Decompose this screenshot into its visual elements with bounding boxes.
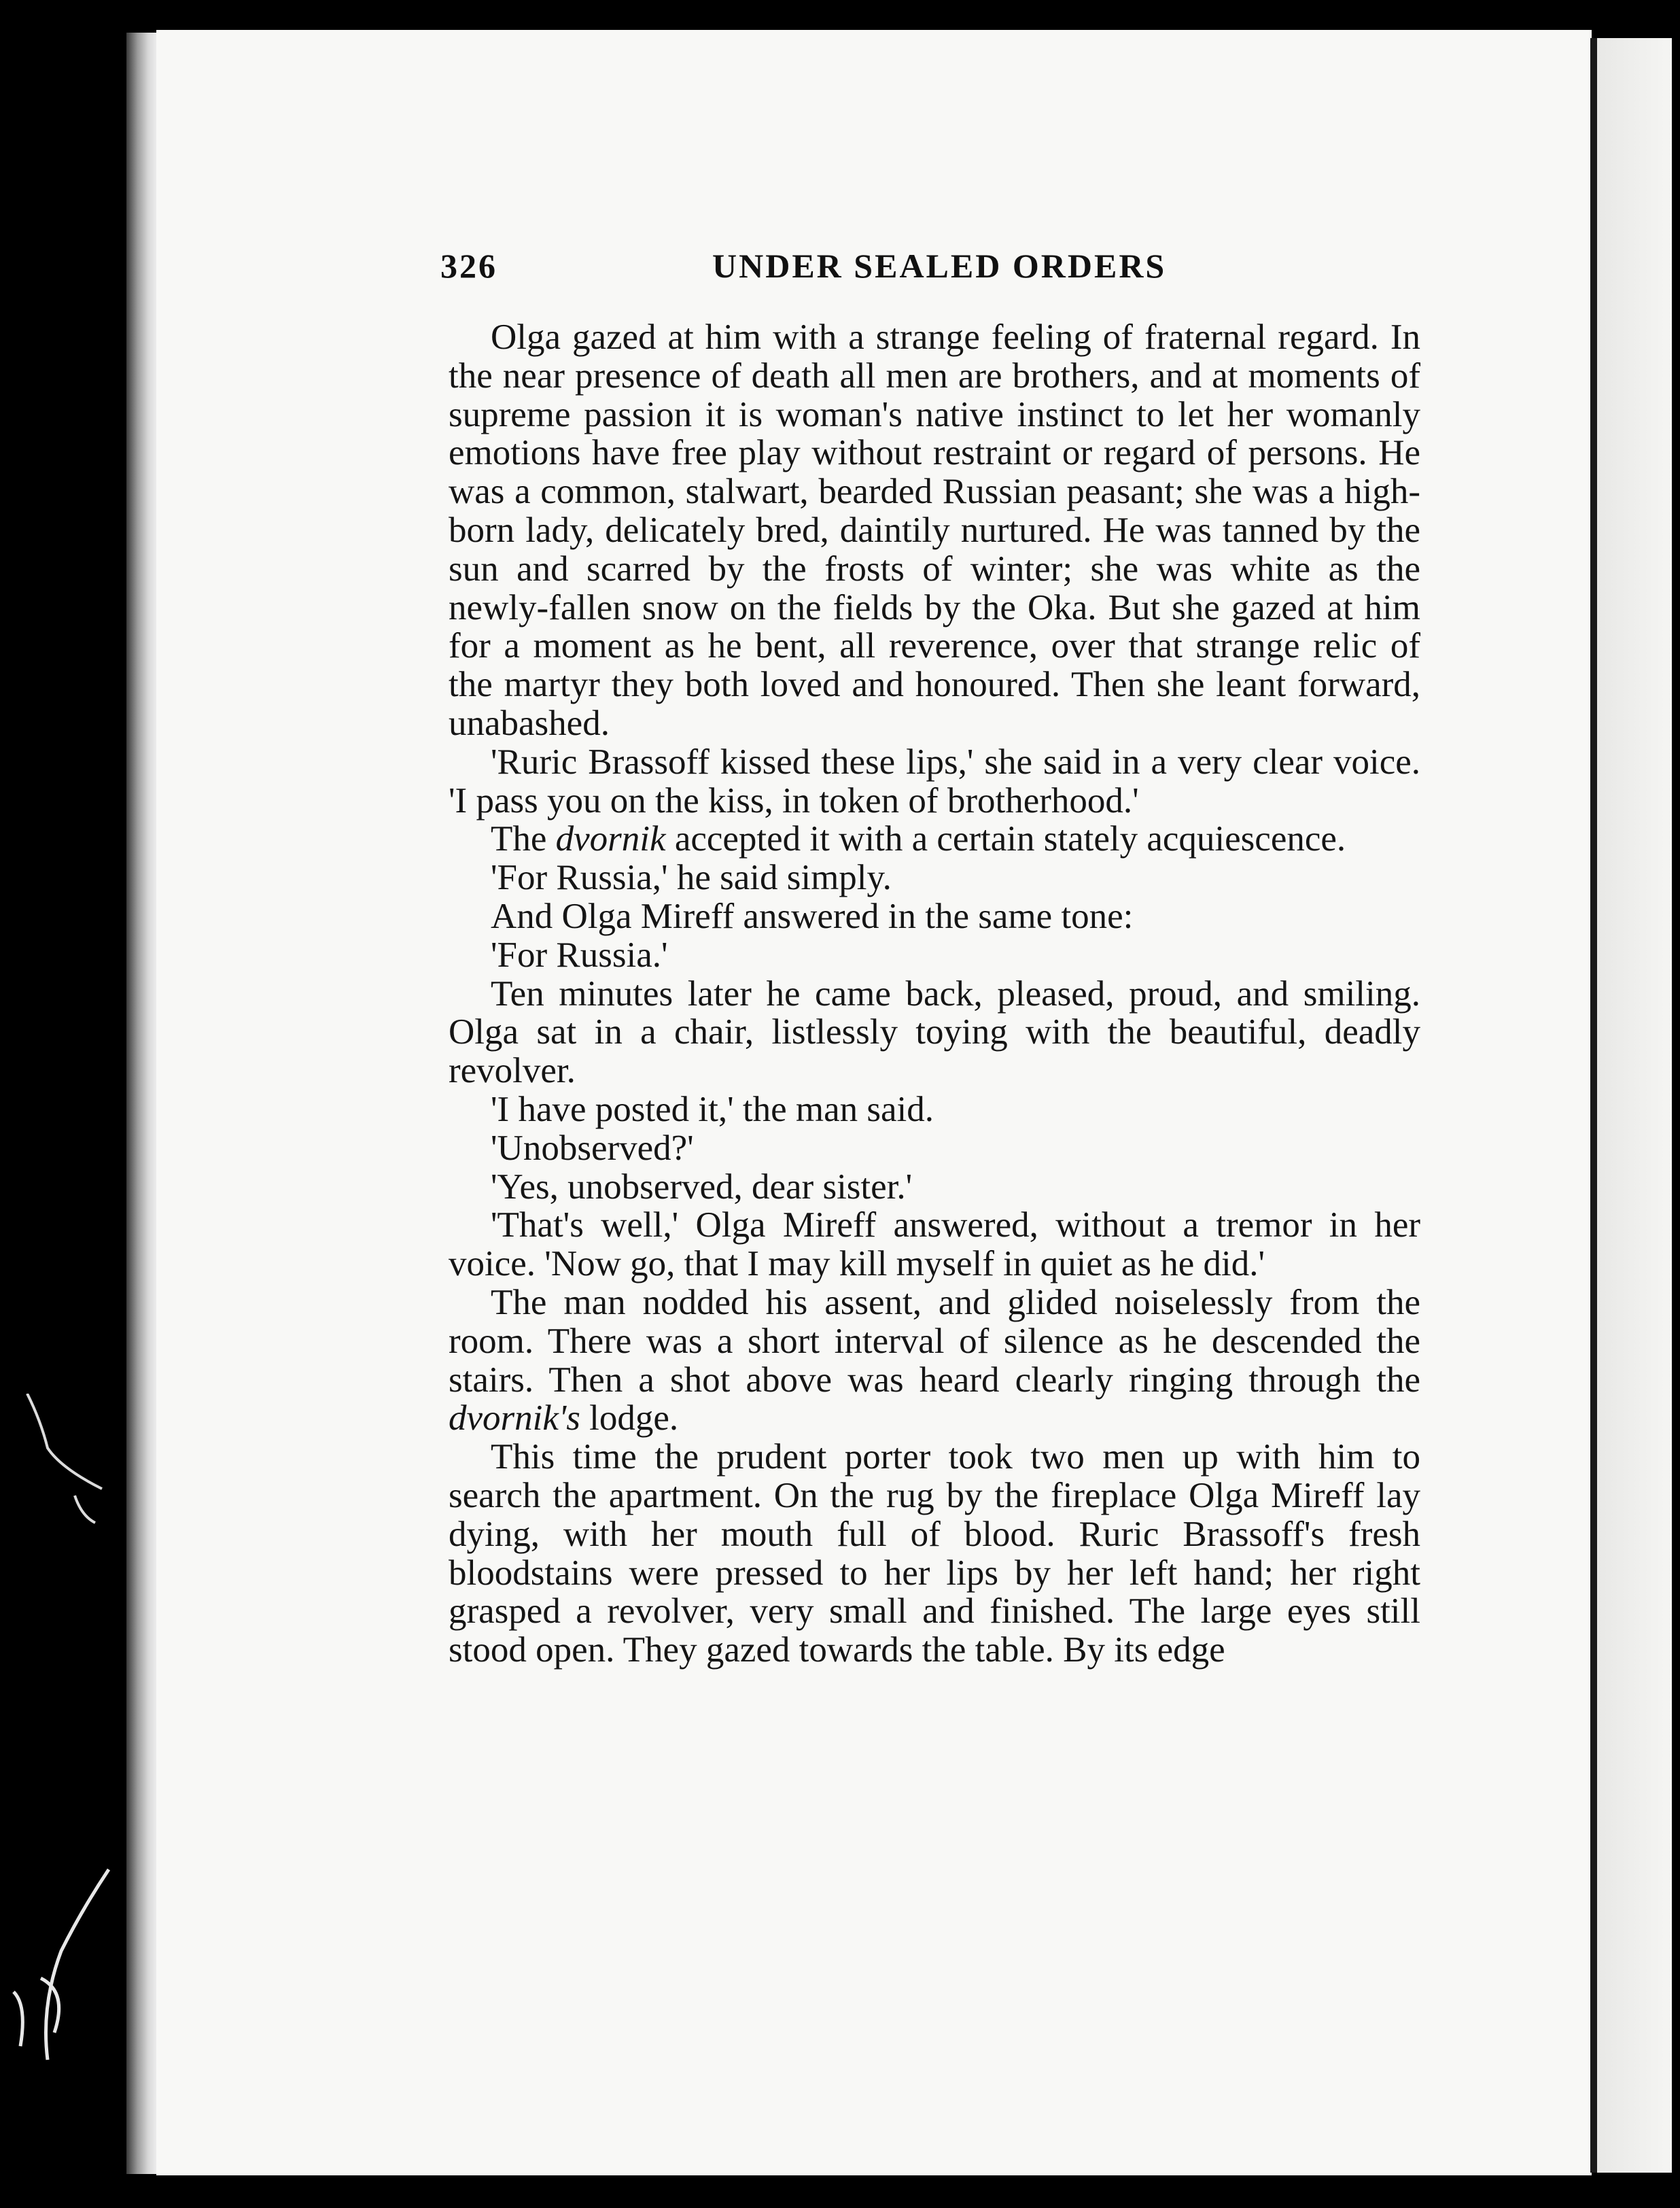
paragraph: [449, 1090, 1420, 1129]
gutter-shadow: [1590, 38, 1597, 2173]
paragraph-text: 'I have posted it,' the man said.: [491, 1089, 934, 1129]
paragraph-text: 'That's well,' Olga Mireff answered, without a tremor in her voice. 'Now go, that I may kill myself in quiet as he did.': [449, 1205, 1420, 1284]
paragraph-text: 'Ruric Brassoff kissed these lips,' she said in a very clear voice. 'I pass you on the kiss, in token of brotherhood.': [449, 742, 1420, 821]
paragraph-text: This time the prudent porter took two men up with him to search the apartment. On the rug by the fireplace Olga Mireff lay dying, with her mouth full of blood. Ruric Brassoff's fresh bloodstains were pressed to her lips by her left hand; her right grasped a revolver, very small and finished. The large eyes still stood open. They gazed towards the table. By its edge: [449, 1437, 1420, 1670]
paragraph: [449, 820, 1420, 859]
paragraph: [449, 743, 1420, 821]
paragraph: [449, 318, 1420, 743]
paragraph-text: accepted it with a certain stately acquiescence.: [665, 819, 1346, 859]
paragraph-text: 'Unobserved?': [491, 1128, 694, 1168]
paragraph-text: 'For Russia.': [491, 935, 668, 975]
paragraph-text: lodge.: [580, 1398, 679, 1438]
italic-word: dvornik: [555, 819, 666, 859]
paragraph-text: The: [491, 819, 556, 859]
paragraph: [449, 975, 1420, 1090]
page-header: [440, 246, 1419, 294]
paragraph: [449, 1283, 1420, 1438]
paragraph-text: And Olga Mireff answered in the same tone:: [491, 896, 1134, 936]
paragraph: [449, 1206, 1420, 1283]
paragraph: [449, 1438, 1420, 1670]
running-title: UNDER SEALED ORDERS: [712, 247, 1167, 285]
paragraph: [449, 859, 1420, 897]
paragraph-text: The man nodded his assent, and glided noiselessly from the room. There was a short interval of silence as he descended the stairs. Then a shot above was heard clearly ringing through the: [449, 1282, 1420, 1400]
paragraph: [449, 936, 1420, 975]
paragraph-text: Olga gazed at him with a strange feeling of fraternal regard. In the near presence of death all men are brothers, and at moments of supreme passion it is woman's native instinct to let her womanly emotions have free play without restraint or regard of persons. He was a common, stalwart, bearded Russian peasant; she was a high-born lady, delicately bred, daintily nurtured. He was tanned by the sun and scarred by the frosts of winter; she was white as the newly-fallen snow on the fields by the Oka. But she gazed at him for a moment as he bent, all reverence, over that strange relic of the martyr they both loved and honoured. Then she leant forward, unabashed.: [449, 317, 1420, 743]
paragraph: [449, 1168, 1420, 1207]
page-number: 326: [440, 247, 497, 285]
paragraph-text: Ten minutes later he came back, pleased, proud, and smiling. Olga sat in a chair, listlessly toying with the beautiful, deadly revolver.: [449, 973, 1420, 1091]
paragraph: [449, 897, 1420, 936]
paragraph-text: 'Yes, unobserved, dear sister.': [491, 1167, 913, 1207]
paragraph: [449, 1129, 1420, 1168]
facing-page-edge: [1597, 38, 1672, 2173]
page-fore-edge: [126, 33, 158, 2174]
italic-word: dvornik's: [449, 1398, 580, 1438]
paragraph-text: 'For Russia,' he said simply.: [491, 858, 892, 898]
margin-scribble: [0, 1394, 122, 2073]
body-text: [449, 318, 1420, 1670]
